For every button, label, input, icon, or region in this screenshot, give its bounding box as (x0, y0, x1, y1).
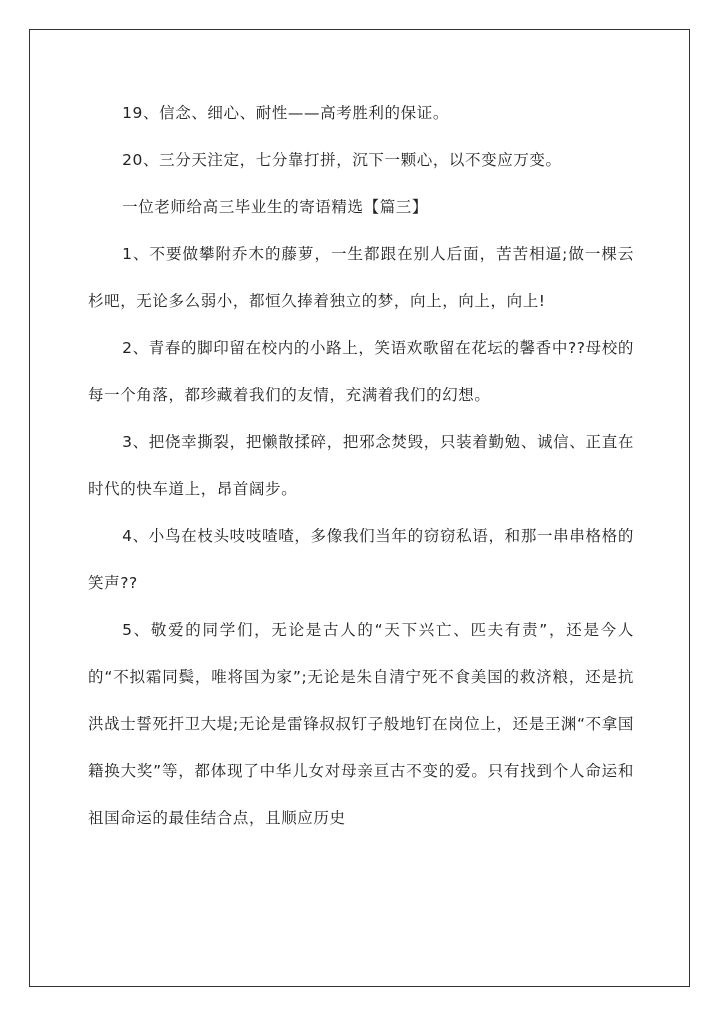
paragraph-2: 2、青春的脚印留在校内的小路上，笑语欢歌留在花坛的馨香中??母校的每一个角落，都珍藏着我们的友情，充满着我们的幻想。 (88, 339, 634, 404)
section-heading: 一位老师给高三毕业生的寄语精选【篇三】 (122, 198, 428, 216)
paragraph-19: 19、信念、细心、耐性——高考胜利的保证。 (122, 104, 449, 122)
document-body (88, 90, 634, 842)
paragraph-20: 20、三分天注定，七分靠打拼，沉下一颗心，以不变应万变。 (122, 151, 562, 169)
paragraph-1: 1、不要做攀附乔木的藤萝，一生都跟在别人后面，苦苦相逼;做一棵云杉吧，无论多么弱小，都恒久捧着独立的梦，向上，向上，向上! (88, 245, 634, 310)
paragraph-4: 4、小鸟在枝头吱吱喳喳，多像我们当年的窃窃私语，和那一串串格格的笑声?? (88, 527, 634, 592)
paragraph-3: 3、把侥幸撕裂，把懒散揉碎，把邪念焚毁，只装着勤勉、诚信、正直在时代的快车道上，昂首阔步。 (88, 433, 634, 498)
paragraph-5: 5、敬爱的同学们，无论是古人的“天下兴亡、匹夫有责”，还是今人的“不拟霜同鬓，唯将国为家”;无论是朱自清宁死不食美国的救济粮，还是抗洪战士誓死扞卫大堤;无论是雷锋叔叔钉子般地钉在岗位上，还是王渊“不拿国籍换大奖”等，都体现了中华儿女对母亲亘古不变的爱。只有找到个人命运和祖国命运的最佳结合点，且顺应历史 (88, 621, 634, 827)
